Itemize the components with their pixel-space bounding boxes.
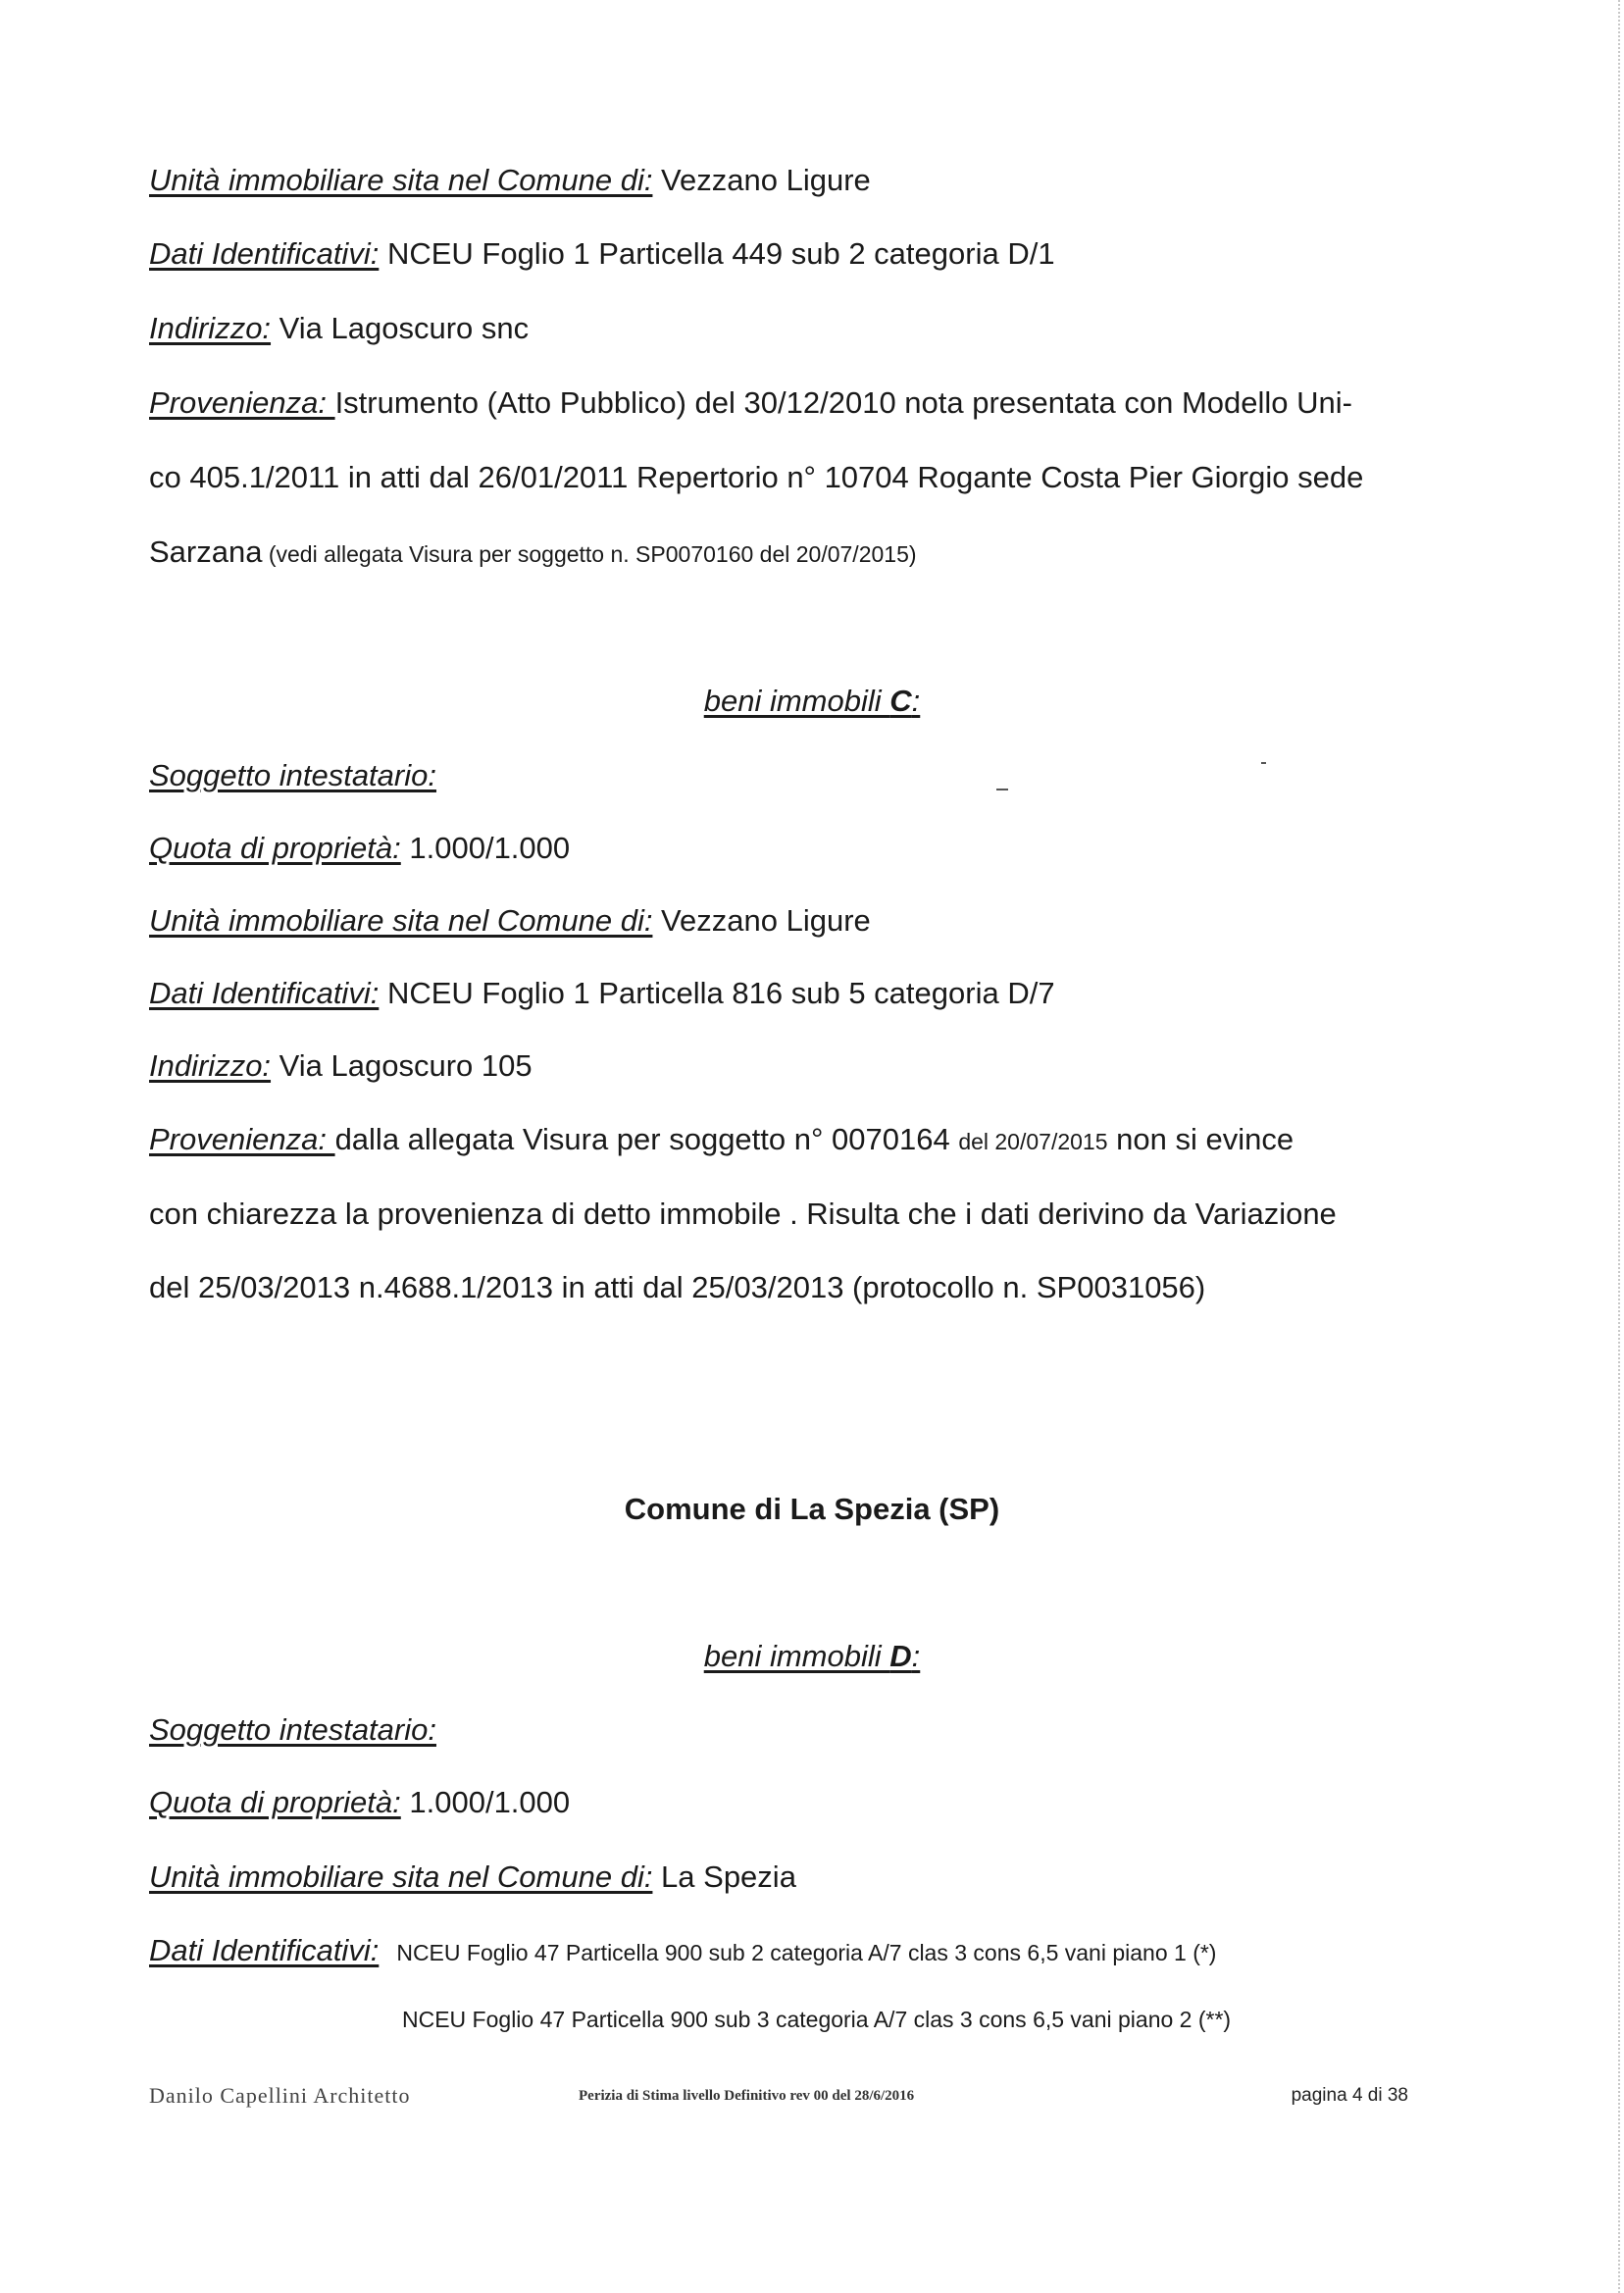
d-dati-line-2: NCEU Foglio 47 Particella 900 sub 3 categoria A/7 clas 3 cons 6,5 vani piano 2 (**) bbox=[402, 2007, 1232, 2032]
footer-document-ref: Perizia di Stima livello Definitivo rev 00 del 28/6/2016 bbox=[579, 2088, 915, 2104]
footer-author: Danilo Capellini Architetto bbox=[149, 2083, 411, 2108]
c-indirizzo-label: Indirizzo: bbox=[149, 1048, 272, 1083]
d-soggetto-line bbox=[149, 1711, 436, 1749]
c-dati-label: Dati Identificativi: bbox=[149, 976, 380, 1010]
c-quota-label: Quota di proprietà: bbox=[149, 831, 401, 865]
d-quota-label: Quota di proprietà: bbox=[149, 1785, 401, 1819]
c-unita-label: Unità immobiliare sita nel Comune di: bbox=[149, 903, 653, 938]
section-d-title: beni immobili D: bbox=[703, 1639, 921, 1673]
provenienza-line-3 bbox=[149, 534, 917, 573]
c-provenienza-line-2: con chiarezza la provenienza di detto immobile . Risulta che i dati derivino da Variazione bbox=[149, 1197, 1337, 1231]
c-provenienza-line-1: Provenienza: dalla allegata Visura per soggetto n° 0070164 del 20/07/2015 non si evince bbox=[149, 1122, 1294, 1156]
c-quota-value: 1.000/1.000 bbox=[400, 831, 571, 865]
dati-line-1 bbox=[149, 235, 1055, 273]
indirizzo-line-1 bbox=[149, 310, 529, 347]
provenienza-note: (vedi allegata Visura per soggetto n. SP0070160 del 20/07/2015) bbox=[262, 541, 917, 567]
c-provenienza-line-3: del 25/03/2013 n.4688.1/2013 in atti dal 25/03/2013 (protocollo n. SP0031056) bbox=[149, 1270, 1206, 1304]
provenienza-value: Istrumento (Atto Pubblico) del 30/12/2010 nota presentata con Modello Uni- bbox=[334, 385, 1352, 420]
d-dati-label: Dati Identificativi: bbox=[149, 1933, 380, 1967]
d-soggetto-label: Soggetto intestatario: bbox=[149, 1712, 436, 1747]
d-unita-label: Unità immobiliare sita nel Comune di: bbox=[149, 1860, 653, 1894]
d-unita-value: La Spezia bbox=[652, 1860, 796, 1894]
unita-label: Unità immobiliare sita nel Comune di: bbox=[149, 163, 653, 197]
indirizzo-label: Indirizzo: bbox=[149, 311, 272, 345]
d-dati-line-1 bbox=[149, 1932, 1216, 1971]
provenienza-line-2: co 405.1/2011 in atti dal 26/01/2011 Repertorio n° 10704 Rogante Costa Pier Giorgio sede bbox=[149, 460, 1364, 494]
section-c-title: beni immobili C: bbox=[703, 684, 921, 718]
dati-value: NCEU Foglio 1 Particella 449 sub 2 categoria D/1 bbox=[379, 236, 1055, 271]
d-unita-line bbox=[149, 1859, 796, 1896]
dati-label: Dati Identificativi: bbox=[149, 236, 380, 271]
c-quota-line bbox=[149, 830, 570, 867]
c-unita-line bbox=[149, 902, 871, 940]
provenienza-label: Provenienza: bbox=[149, 385, 335, 420]
c-unita-value: Vezzano Ligure bbox=[652, 903, 871, 938]
c-indirizzo-value: Via Lagoscuro 105 bbox=[271, 1048, 533, 1083]
provenienza-line-1 bbox=[149, 384, 1352, 422]
d-quota-line bbox=[149, 1784, 570, 1821]
scan-edge bbox=[1616, 0, 1620, 2293]
d-quota-value: 1.000/1.000 bbox=[400, 1785, 571, 1819]
c-dati-line bbox=[149, 975, 1055, 1012]
provenienza-sarzana: Sarzana bbox=[149, 535, 263, 569]
c-indirizzo-line bbox=[149, 1047, 533, 1085]
c-provenienza-label: Provenienza: bbox=[149, 1122, 335, 1156]
c-soggetto-line bbox=[149, 757, 436, 794]
c-dati-value: NCEU Foglio 1 Particella 816 sub 5 categoria D/7 bbox=[379, 976, 1055, 1010]
comune-title: Comune di La Spezia (SP) bbox=[624, 1492, 1000, 1526]
scan-mark bbox=[1261, 762, 1266, 764]
scan-mark bbox=[996, 789, 1008, 790]
indirizzo-value: Via Lagoscuro snc bbox=[271, 311, 530, 345]
footer-page-number: pagina 4 di 38 bbox=[1291, 2085, 1408, 2106]
d-dati-value-1: NCEU Foglio 47 Particella 900 sub 2 categoria A/7 clas 3 cons 6,5 vani piano 1 (*) bbox=[396, 1940, 1217, 1965]
c-soggetto-label: Soggetto intestatario: bbox=[149, 758, 436, 792]
unita-line-1 bbox=[149, 162, 871, 199]
unita-value: Vezzano Ligure bbox=[652, 163, 871, 197]
